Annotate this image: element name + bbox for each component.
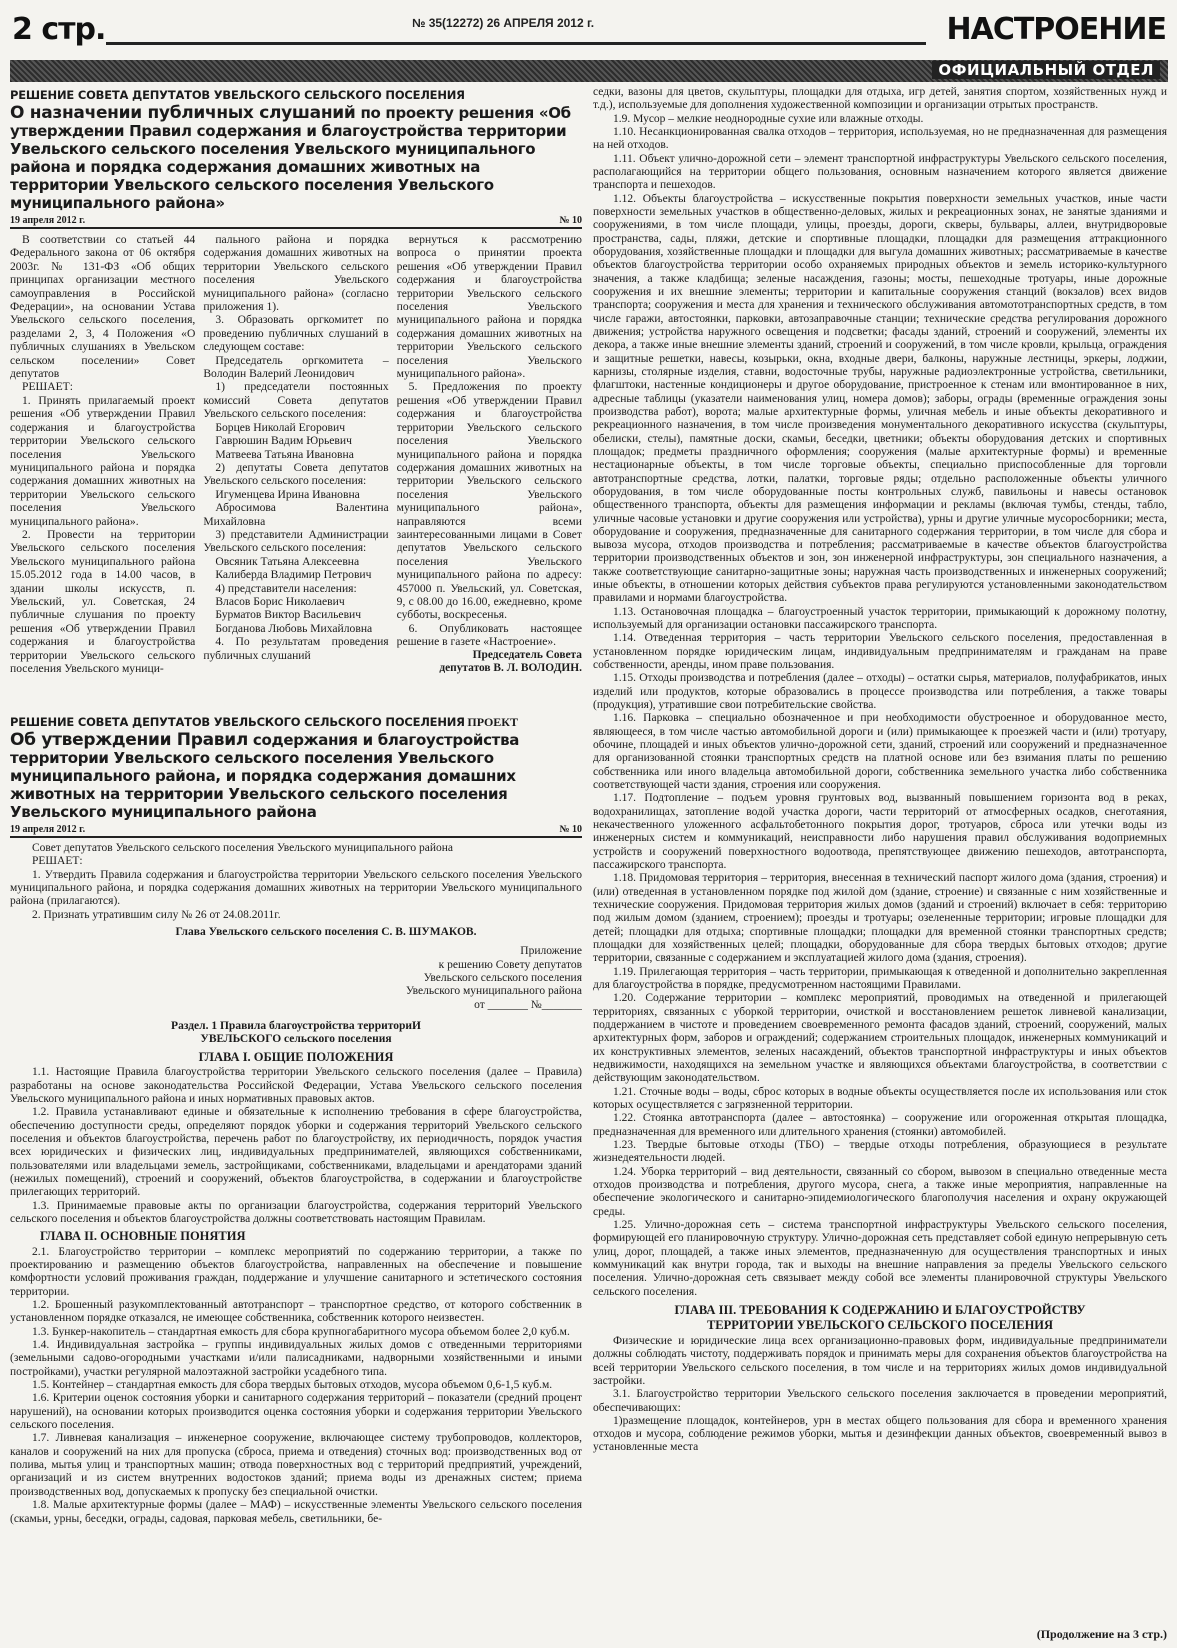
paragraph: 4. По результатам проведения публичных слушаний — [203, 635, 389, 662]
paragraph: 1.18. Придомовая территория – территория, внесенная в технический паспорт жилого дома (здания, строения) и (или) отведенная в установленном порядке под жилой дом (здание, строение) и связанные с ним хозяйственные и технические сооружения. Придомовая территория жилых домов (зданий и строений) включает в себя: территорию под жилым домом (зданием, строением); проезды и тротуары; озелененные территории; игровые площадки для детей; площадки для отдыха; спортивные площадки; площадки для временной стоянки транспортных средств; площадки для хозяйственных целей; площадки, оборудованные для сбора твердых бытовых отходов; другие территории, связанные с содержанием и эксплуатацией жилого дома (здания, строения). — [593, 872, 1167, 965]
appendix-line: Увельского муниципального района — [405, 985, 582, 998]
paragraph: 1.2. Брошенный разукомплектованный автотранспорт – транспортное средство, от которого собственник в установленном порядке отказался, не имеющее собственника, собственник которого неизвестен. — [10, 1299, 582, 1325]
paragraph: 1.2. Правила устанавливают единые и обязательные к исполнению требования в сфере благоустройства, обеспечению доступности среды, определяют порядок уборки и содержания территорий Увельского сельского поселения и объектов благоустройства, перечень работ по благоустройству, их периодичность, порядок участия всех юридических и физических лиц, индивидуальных предпринимателей, являющихся собственниками, пользователями или владельцами земель, застройщиками, собственниками, владельцами и арендаторами зданий (нежилых помещений), строений и сооружений, объектов благоустройства, в содержании и благоустройстве прилегающих территорий. — [10, 1106, 582, 1199]
article1-headline: О назначении публичных слушаний по проекту решения «Об утверждении Правил содержания и благоустройства территории Увельского сельского поселения Увельского муниципального района и порядка содержания домашних животных на территории Увельского сельского поселения Увельского муниципального района» — [10, 103, 571, 212]
rubric-title: НАСТРОЕНИЕ — [946, 12, 1166, 47]
paragraph: 1.16. Парковка – специально обозначенное и при необходимости обустроенное и оборудованное место, являющееся, в том числе частью автомобильной дороги и (или) примыкающее к проезжей части и (или) тротуару, обочине, площадей и иных объектов улично-дорожной сети, зданий, строений или сооружений и предназначенное для организованной стоянки транспортных средств на платной основе или без взимания платы по решению собственника или иного владельца автомобильной дороги, собственника земельного участка либо собственника соответствующей части здания, строения или сооружения. — [593, 712, 1167, 792]
paragraph: 3) представители Администрации Увельского сельского поселения: — [203, 527, 389, 555]
section-title: Раздел. 1 Правила благоустройства территориИ — [171, 1020, 421, 1033]
article1-kicker: РЕШЕНИЕ СОВЕТА ДЕПУТАТОВ УВЕЛЬСКОГО СЕЛЬСКОГО ПОСЕЛЕНИЯ — [10, 88, 465, 102]
paragraph: седки, вазоны для цветов, скульптуры, площадки для отдыха, игр детей, занятия спортом, хозяйственных нужд и т.д.), используемые для дополнения художественной композиции и организации отрытых пространств. — [593, 86, 1167, 112]
article2-kicker-row — [10, 715, 582, 731]
paragraph: Калиберда Владимир Петрович — [215, 568, 372, 582]
article1-dateline: 19 апреля 2012 г. № 10 — [10, 215, 582, 229]
paragraph: Совет депутатов Увельского сельского поселения Увельского муниципального района — [32, 842, 454, 854]
article2-dateline: 19 апреля 2012 г. № 10 — [10, 824, 582, 838]
paragraph: 1) председатели постоянных комиссий Совета депутатов Увельского сельского поселения: — [203, 380, 389, 421]
paragraph: Матвеева Татьяна Ивановна — [215, 447, 354, 461]
article1-body — [10, 233, 582, 707]
paragraph: Богданова Любовь Михайловна — [215, 621, 373, 635]
official-section-label: ОФИЦИАЛЬНЫЙ ОТДЕЛ — [932, 61, 1160, 79]
paragraph: 1.7. Ливневая канализация – инженерное сооружение, включающее систему трубопроводов, коллекторов, каналов и сооружений на них для пропуска (сброса, приема и отведения) сточных вод: производственных вод от полива, мытья улиц и транспортных машин; отвода поверхностных вод с территорий предприятий, учреждений, организаций и из систем внутренних водостоков зданий; приема воды из дренажных систем; приема производственных вод, допускаемых к пропуску без специальной очистки. — [10, 1432, 582, 1498]
left-column — [10, 88, 582, 1636]
paragraph: 1.4. Индивидуальная застройка – группы индивидуальных жилых домов с отведенными территориями (земельными садово-огородными участками и/или палисадниками, надворными хозяйственными и иными постройками), участки регулярной малоэтажной застройки усадебного типа. — [10, 1339, 582, 1378]
section-subtitle: УВЕЛЬСКОГО сельского поселения — [200, 1033, 392, 1046]
paragraph: 1.9. Мусор – мелкие неоднородные сухие или влажные отходы. — [613, 112, 924, 125]
paragraph: 1)размещение площадок, контейнеров, урн в местах общего пользования для сбора и временного хранения отходов и мусора, соблюдение режимов уборки, мытья и дезинфекции данных объектов, своевременный вывоз в установленные места — [593, 1414, 1167, 1454]
paragraph: 1. Утвердить Правила содержания и благоустройства территории Увельского сельского поселения Увельского муниципального района, и порядка содержания домашних животных на территории Увельского муниципального района (прилагаются). — [10, 868, 582, 908]
page-number: 2 стр. — [12, 12, 106, 47]
article1-col2 — [203, 233, 388, 707]
paragraph: 2. Признать утратившим силу № 26 от 24.08.2011г. — [32, 908, 281, 921]
paragraph: Власов Борис Николаевич — [215, 594, 345, 608]
paragraph: 1.21. Сточные воды – воды, сброс которых в водные объекты осуществляется после их использования или сток которых осуществляется с загрязненной территории. — [593, 1085, 1167, 1111]
paragraph: 1.11. Объект улично-дорожной сети – элемент транспортной инфраструктуры Увельского сельского поселения, располагающийся на территории общего пользования, основным назначением которого является движение транспорта и пешеходов. — [593, 152, 1167, 192]
official-section-bar — [10, 60, 1168, 82]
masthead — [10, 12, 1168, 46]
paragraph: 1.8. Малые архитектурные формы (далее – МАФ) – искусственные элементы Увельского сельского поселения (скамьи, урны, беседки, ограды, садовая, парковая мебель, светильники, бе- — [10, 1499, 582, 1525]
paragraph: РЕШАЕТ: — [22, 380, 73, 394]
paragraph: 2) депутаты Совета депутатов Увельского сельского поселения: — [203, 460, 389, 488]
paragraph: 1.6. Критерии оценок состояния уборки и санитарного содержания территорий – показатели (средний процент нарушений), на основании которых производится оценка состояния уборки и содержания территории Увельского сельского поселения. — [10, 1392, 582, 1432]
masthead-rule — [106, 42, 926, 45]
article2-headline: Об утверждении Правил содержания и благоустройства территории Увельского сельского поселения Увельского муниципального района, и порядка содержания домашних животных на территории Увельского сельского поселения Увельского муниципального района — [10, 730, 520, 821]
paragraph: 1.14. Отведенная территория – часть территории Увельского сельского поселения, предоставленная в установленном порядке юридическим лицам, индивидуальным предпринимателям и гражданам на праве собственности, аренды, ином праве пользования. — [593, 632, 1167, 672]
paragraph: 1.15. Отходы производства и потребления (далее – отходы) – остатки сырья, материалов, полуфабрикатов, иных изделий или продуктов, которые образовались в процессе производства или потребления, а также товары (продукция), утратившие свои потребительские свойства. — [593, 672, 1167, 712]
appendix-line: от _______ №_______ — [474, 998, 582, 1011]
appendix-line: Увельского сельского поселения — [423, 972, 582, 985]
article2-kicker: РЕШЕНИЕ СОВЕТА ДЕПУТАТОВ УВЕЛЬСКОГО СЕЛЬСКОГО ПОСЕЛЕНИЯ — [10, 715, 465, 729]
paragraph: 1.19. Прилегающая территория – часть территории, примыкающая к отведенной и дополнительно закрепленная для благоустройства в порядке, предусмотренном настоящими Правилами. — [593, 965, 1167, 991]
article1-col1 — [10, 233, 195, 707]
paragraph: В соответствии со статьей 44 Федерального закона от 06 октября 2003г. № 131-ФЗ «Об общих принципах организации местного самоуправления в Российской Федерации», на основании Устава Увельского сельского поселения, разделами 2, 3, 4 Положения «О публичных слушаниях в Увельском сельском поселении» Совет депутатов — [10, 233, 196, 381]
paragraph: 6. Опубликовать настоящее решение в газете «Настроение». — [396, 621, 582, 649]
paragraph: Председатель оргкомитета – Володин Валерий Леонидович — [203, 353, 389, 381]
paragraph: 2.1. Благоустройство территории – комплекс мероприятий по содержанию территории, а также по проектированию и размещению объектов благоустройства, направленных на обеспечение и повышение комфортности условий проживания граждан, поддержание и улучшение санитарного и эстетического состояния территории. — [10, 1245, 582, 1298]
draft-label: ПРОЕКТ — [467, 715, 518, 729]
signature-title: Председатель Совета — [472, 648, 582, 661]
paragraph: 1.1. Настоящие Правила благоустройства территории Увельского сельского поселения (далее – Правила) разработаны на основе законодательства Российской Федерации, Устава Увельского сельского поселения Увельского муниципального района и иных нормативных правовых актов. — [10, 1066, 582, 1105]
paragraph: 1.20. Содержание территории – комплекс мероприятий, проводимых на отведенной и прилегающей территориях, связанных с уборкой территории, очисткой и восстановлением решеток ливневой канализации, поддержанием в чистоте и проведением своевременного ремонта фасадов зданий, строений, сооружений, малых архитектурных форм, заборов и ограждений; содержанием строительных площадок, инженерных коммуникаций и их конструктивных элементов, зеленых насаждений, объектов транспортной инфраструктуры и иных объектов недвижимости, находящихся на земельном участке и являющихся объектами благоустройства, в соответствии с действующим законодательством. — [593, 992, 1167, 1085]
head-signature: Глава Увельского сельского поселения С. В. ШУМАКОВ. — [175, 926, 477, 939]
article1-col3 — [397, 233, 582, 707]
paragraph: 1.3. Бункер-накопитель – стандартная емкость для сбора крупногабаритного мусора объемом более 2,0 куб.м. — [32, 1325, 570, 1338]
paragraph: вернуться к рассмотрению вопроса о принятии проекта решения «Об утверждении Правил содержания и благоустройства территории Увельского сельского поселения Увельского муниципального района и порядка содержания домашних животных на территории Увельского сельского поселения Увельского муниципального района». — [396, 233, 582, 381]
issue-line: № 35(12272) 26 АПРЕЛЯ 2012 г. — [408, 16, 598, 30]
chapter-2-title: ГЛАВА II. ОСНОВНЫЕ ПОНЯТИЯ — [40, 1229, 246, 1244]
paragraph: 1.13. Остановочная площадка – благоустроенный участок территории, примыкающий к дорожному полотну, используемый для организации остановки пассажирского транспорта. — [593, 605, 1167, 632]
paragraph: 1.17. Подтопление – подъем уровня грунтовых вод, вызванный повышением горизонта вод в реках, водохранилищах, затопление водой участка дороги, части территорий от атмосферных осадков, снеготаяния, некачественного уложенного асфальтобетонного покрытия дорог, тротуаров, сброса или утечки воды из инженерных систем и коммуникаций, неисправности либо нарушения правил обслуживания водоприемных устройств и сооружений поверхностного водоотвода, препятствующее движению пешеходов, автотранспорта, пассажирского транспорта. — [593, 792, 1167, 872]
chapter-3-title: ГЛАВА III. ТРЕБОВАНИЯ К СОДЕРЖАНИЮ И БЛАГОУСТРОЙСТВУ ТЕРРИТОРИИ УВЕЛЬСКОГО СЕЛЬСКОГО ПОСЕЛЕНИЯ — [674, 1302, 1086, 1332]
paragraph: 2. Провести на территории Увельского сельского поселения Увельского муниципального района 15.05.2012 года в 14.00 часов, в здании школы искусств, п. Увельский, ул. Советская, 24 публичные слушания по проекту решения «Об утверждении Правил содержания и благоустройства территории Увельского сельского поселения Увельского муници- — [10, 527, 196, 675]
paragraph: Борцев Николай Егорович — [215, 420, 346, 434]
paragraph: Игуменцева Ирина Ивановна — [215, 487, 360, 501]
paragraph: 1.3. Принимаемые правовые акты по организации благоустройства, содержания территорий Увельского сельского поселения и объектов благоустройства должны соответствовать настоящим Правилам. — [10, 1199, 582, 1225]
paragraph: 1. Принять прилагаемый проект решения «Об утверждении Правил содержания и благоустройства территории Увельского сельского поселения Увельского муниципального района и порядка содержания домашних животных на территории Увельского сельского поселения Увельского муниципального района». — [10, 393, 196, 528]
paragraph: РЕШАЕТ: — [32, 855, 83, 868]
paragraph: Овсяник Татьяна Алексеевна — [215, 554, 360, 568]
paragraph: 1.5. Контейнер – стандартная емкость для сбора твердых бытовых отходов, мусора объемом 0,6-1,5 куб.м. — [32, 1379, 553, 1392]
paragraph: 1.22. Стоянка автотранспорта (далее – автостоянка) – сооружение или огороженная открытая площадка, предназначенная для временного или длительного хранения (стоянки) автомобилей. — [593, 1112, 1167, 1138]
paragraph: 1.10. Несанкционированная свалка отходов – территория, используемая, но не предназначенная для размещения на ней отходов. — [593, 125, 1167, 152]
signature-name: депутатов В. Л. ВОЛОДИН. — [439, 662, 582, 674]
paragraph: пального района и порядка содержания домашних животных на территории Увельского сельского поселения Увельского муниципального района» (согласно приложения 1). — [203, 233, 389, 314]
article2-body — [10, 842, 582, 1526]
paragraph: 5. Предложения по проекту решения «Об утверждении Правил содержания и благоустройства территории Увельского сельского поселения Увельского муниципального района и порядка содержания домашних животных на территории Увельского сельского поселения Увельского муниципального района», направляются всеми заинтересованными лицами в Совет депутатов Увельского сельского поселения Увельского муниципального района по адресу: 457000 п. Увельский, ул. Советская, 9, с 08.00 до 16.00, ежедневно, кроме субботы, воскресенья. — [396, 380, 582, 622]
paragraph: 1.25. Улично-дорожная сеть – система транспортной инфраструктуры Увельского сельского поселения, формирующей его планировочную структуру. Улично-дорожная сеть представляет собой единую непрерывную сеть улиц, дорог, площадей, а также иных элементов, предназначенную для осуществления транспортных и иных коммуникаций как внутри города, так и выходы на внешние направления за пределы Увельского сельского поселения. Улично-дорожная сеть связывает между собой все элементы планировочной структуры Увельского сельского поселения. — [593, 1218, 1167, 1298]
paragraph: Абросимова Валентина Михайловна — [203, 501, 389, 528]
chapter-1-title: ГЛАВА I. ОБЩИЕ ПОЛОЖЕНИЯ — [198, 1049, 394, 1064]
appendix-line: к решению Совету депутатов — [438, 958, 582, 971]
appendix-line: Приложение — [520, 945, 582, 958]
paragraph: 1.24. Уборка территорий – вид деятельности, связанный со сбором, вывозом в специально отведенные места отходов производства и потребления, другого мусора, снега, а также иные мероприятия, направленные на обеспечение экологического и санитарно-эпидемиологического благополучия населения и охрану окружающей среды. — [593, 1165, 1167, 1218]
paragraph: 1.23. Твердые бытовые отходы (ТБО) – твердые отходы потребления, образующиеся в результате жизнедеятельности людей. — [593, 1138, 1167, 1165]
paragraph: 3.1. Благоустройство территории Увельского сельского поселения заключается в проведении мероприятий, обеспечивающих: — [593, 1388, 1167, 1414]
paragraph: Физические и юридические лица всех организационно-правовых форм, индивидуальные предприниматели должны соблюдать чистоту, поддерживать порядок и принимать меры для сохранения объектов благоустройства на всей территории Увельского сельского поселения, в том числе и на территориях жилых домов индивидуальной застройки. — [593, 1334, 1167, 1387]
continued-note: (Продолжение на 3 стр.) — [1036, 1627, 1167, 1641]
right-column — [593, 86, 1167, 1636]
paragraph: 1.12. Объекты благоустройства – искусственные покрытия поверхности земельных участков, иные части поверхности земельных участков в общественно-деловых, жилых и рекреационных зонах, не занятые зданиями и сооружениями, в том числе площади, улицы, проезды, дороги, скверы, бульвары, аллеи, внутридворовые пространства, сады, пляжи, детские и спортивные площадки, площадки для размещения аттракционного оборудования, хозяйственные площадки и площадки для выгула домашних животных; рассматриваемые в качестве объектов благоустройства территории особо охраняемых природных объектов и земель историко-культурного значения, а также кладбища; зеленые насаждения, газоны; мосты, пешеходные тротуары, иные дорожные сооружения и их внешние элементы; территории и капитальные сооружения станций (вокзалов) всех видов транспорта; сооружения и места для хранения и технического обслуживания автомототранспортных средств, в том числе гаражи, автостоянки, парковки, автозаправочные станции; технические средства регулирования дорожного движения; устройства наружного освещения и подсветки; фасады зданий, строений и сооружений, элементы их декора, а также иные внешние элементы зданий, строений и сооружений, в том числе кровли, крыльца, ограждения и защитные решетки, навесы, козырьки, окна, входные двери, балконы, наружные лестницы, эркеры, лоджии, карнизы, столярные изделия, ставни, водосточные трубы, наружные радиоэлектронные устройства, светильники, флагштоки, настенные кондиционеры и другое оборудование, пристроенное к стенам или вмонтированное в них, адресные таблицы (указатели наименования улиц, номера домов); заборы, ограды (временные ограждения зоны производства работ), ворота; малые архитектурные формы, уличная мебель и иные объекты декоративного и рекреационного назначения, в том числе произведения монументального декоративного искусства (скульптуры, обелиски, стелы), памятные доски, скамьи, беседки, цветники; объекты оборудования детских и спортивных площадок; предметы праздничного оформления; сооружения (малые архитектурные формы) и временные нестационарные объекты, в том числе торговые объекты, специально приспособленные для торговли автотранспортные средства, лотки, палатки, торговые ряды; отдельно расположенные объекты уличного оборудования, в том числе оборудованные посты контрольных служб, павильоны и навесы остановок общественного транспорта, объекты для размещения информации и рекламы (включая тумбы, стенды, табло, уличные часовые установки и другие сооружения или устройства), урны и другие уличные мусоросборники; места, оборудование и сооружения, предназначенные для санитарного содержания территории, в том числе для сбора и вывоза мусора, отходов производства и потребления; рассматриваемые в качестве объектов благоустройства территории производственных объектов и зон, зон инженерной инфраструктуры, зон специального назначения, а также соответствующие санитарно-защитные зоны; наружная часть производственных и инженерных сооружений; иные объекты, в отношении которых действия субъектов права регулируются установленными законодательством правилами и нормами благоустройства. — [593, 192, 1167, 605]
paragraph: 4) представители населения: — [215, 581, 357, 595]
paragraph: 3. Образовать оргкомитет по проведению публичных слушаний в следующем составе: — [203, 313, 389, 354]
paragraph: Гаврюшин Вадим Юрьевич — [215, 434, 352, 448]
paragraph: Бурматов Виктор Васильевич — [215, 608, 362, 622]
